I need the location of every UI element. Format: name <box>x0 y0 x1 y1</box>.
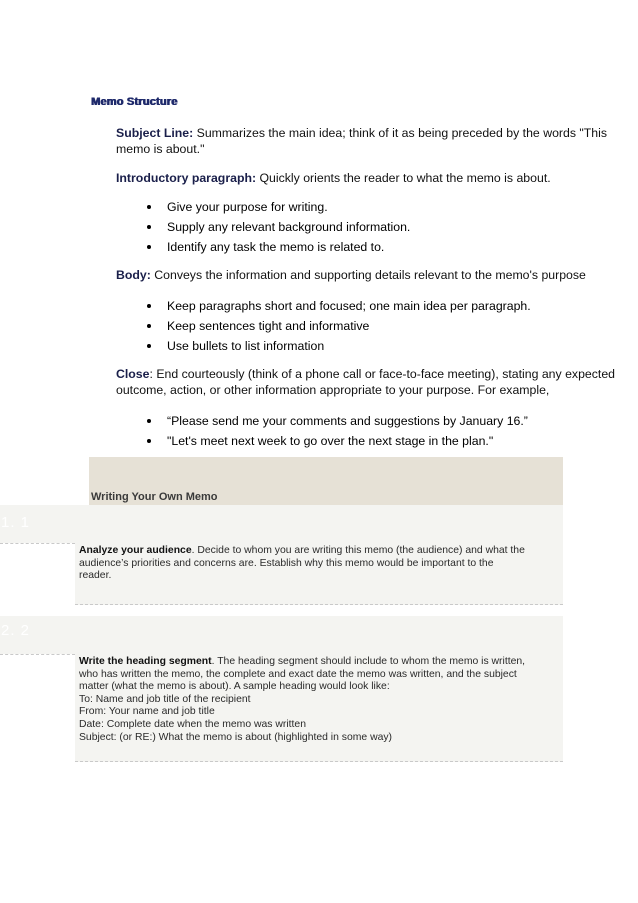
list-item: Supply any relevant background information. <box>145 217 410 237</box>
step-1-content <box>75 543 563 605</box>
body-text: Conveys the information and supporting details relevant to the memo's purpose <box>150 268 586 282</box>
step-2-line: Date: Complete date when the memo was written <box>79 718 306 730</box>
subject-line-label: Subject Line: <box>116 126 194 140</box>
step-2-line: Subject: (or RE:) What the memo is about (highlighted in some way) <box>79 731 393 743</box>
step-2-line: . The heading segment should include to whom the memo is written, <box>211 656 526 667</box>
divider <box>0 543 75 544</box>
step-2-content <box>75 654 563 762</box>
body-label: Body: <box>116 268 151 282</box>
subject-line-paragraph <box>116 125 636 157</box>
close-text: : End courteously (think of a phone call or face-to-face meeting), stating any expected <box>149 367 615 381</box>
section-heading-memo-structure: Memo Structure <box>91 96 178 108</box>
step-2-header <box>0 616 563 654</box>
list-item: Keep paragraphs short and focused; one main idea per paragraph. <box>145 296 531 316</box>
list-item: Keep sentences tight and informative <box>145 316 531 336</box>
step-2-label: Write the heading segment <box>79 656 212 667</box>
list-item: Give your purpose for writing. <box>145 197 410 217</box>
introductory-paragraph <box>116 170 636 186</box>
list-item: "Let's meet next week to go over the next stage in the plan." <box>145 431 528 451</box>
intro-label: Introductory paragraph: <box>116 171 257 185</box>
list-item: Use bullets to list information <box>145 336 531 356</box>
step-1-number: 1. 1 <box>1 514 31 531</box>
list-item: Identify any task the memo is related to. <box>145 237 410 257</box>
body-bullet-list <box>145 296 531 356</box>
section-title-writing-memo: Writing Your Own Memo <box>91 491 218 503</box>
divider <box>0 654 75 655</box>
step-2-line: From: Your name and job title <box>79 706 215 718</box>
step-1-line: reader. <box>79 570 112 582</box>
step-1-label: Analyze your audience <box>79 545 192 556</box>
subject-line-text-cont: memo is about." <box>116 142 205 156</box>
step-1-header <box>0 505 563 543</box>
step-2-line: who has written the memo, the complete and exact date the memo was written, and the subject <box>79 668 517 680</box>
list-item: “Please send me your comments and suggestions by January 16.” <box>145 411 528 431</box>
close-paragraph <box>116 366 636 398</box>
step-2-line: matter (what the memo is about). A sample heading would look like: <box>79 681 390 693</box>
close-text-cont: outcome, action, or other information appropriate to your purpose. For example, <box>116 383 550 397</box>
close-label: Close <box>116 367 150 381</box>
step-2-number: 2. 2 <box>1 622 31 639</box>
step-1-line: audience’s priorities and concerns are. Establish why this memo would be important to the <box>79 557 494 569</box>
intro-text: Quickly orients the reader to what the memo is about. <box>256 171 551 185</box>
step-2-line: To: Name and job title of the recipient <box>79 693 251 705</box>
body-paragraph <box>116 267 636 283</box>
subject-line-text: Summarizes the main idea; think of it as being preceded by the words "This <box>193 126 608 140</box>
intro-bullet-list <box>145 197 410 257</box>
close-bullet-list <box>145 411 528 451</box>
step-1-line: . Decide to whom you are writing this memo (the audience) and what the <box>191 545 525 556</box>
